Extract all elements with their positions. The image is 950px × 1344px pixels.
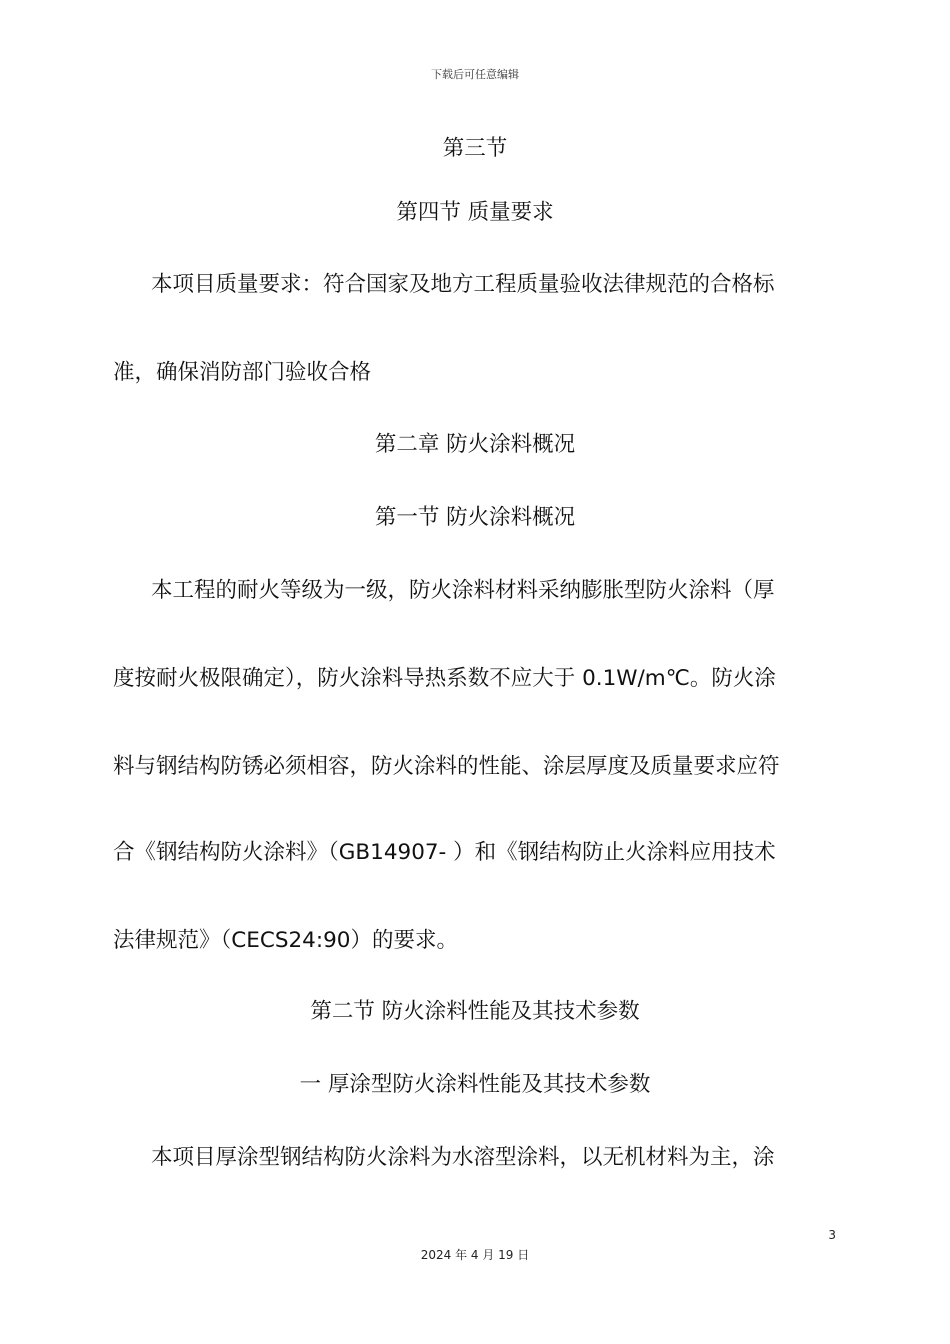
footer-date: 2024 年 4 月 19 日 [420, 1248, 530, 1262]
chapter-2-heading: 第二章 防火涂料概况 [374, 432, 576, 457]
section-4-heading: 第四节 质量要求 [396, 200, 554, 225]
quality-paragraph-line-2: 准，确保消防部门验收合格 [113, 360, 372, 385]
overview-paragraph-line-5: 法律规范》（CECS24:90）的要求。 [113, 928, 458, 953]
subsection-1-heading: 一 厚涂型防火涂料性能及其技术参数 [299, 1072, 651, 1097]
page-number: 3 [828, 1228, 836, 1242]
overview-paragraph-line-4: 合《钢结构防火涂料》（GB14907- ）和《钢结构防止火涂料应用技术 [113, 840, 776, 865]
thick-coating-paragraph-line-1: 本项目厚涂型钢结构防火涂料为水溶型涂料，以无机材料为主，涂 [151, 1145, 775, 1170]
quality-paragraph-line-1: 本项目质量要求：符合国家及地方工程质量验收法律规范的合格标 [151, 272, 775, 297]
overview-paragraph-line-3: 料与钢结构防锈必须相容，防火涂料的性能、涂层厚度及质量要求应符 [113, 754, 780, 779]
header-note: 下载后可任意编辑 [431, 68, 519, 81]
overview-paragraph-line-1: 本工程的耐火等级为一级，防火涂料材料采纳膨胀型防火涂料（厚 [151, 578, 775, 603]
section-3-heading: 第三节 [442, 136, 508, 161]
chapter-2-section-1-heading: 第一节 防火涂料概况 [374, 505, 576, 530]
chapter-2-section-2-heading: 第二节 防火涂料性能及其技术参数 [310, 999, 640, 1024]
overview-paragraph-line-2: 度按耐火极限确定），防火涂料导热系数不应大于 0.1W/m℃。防火涂 [113, 666, 776, 691]
